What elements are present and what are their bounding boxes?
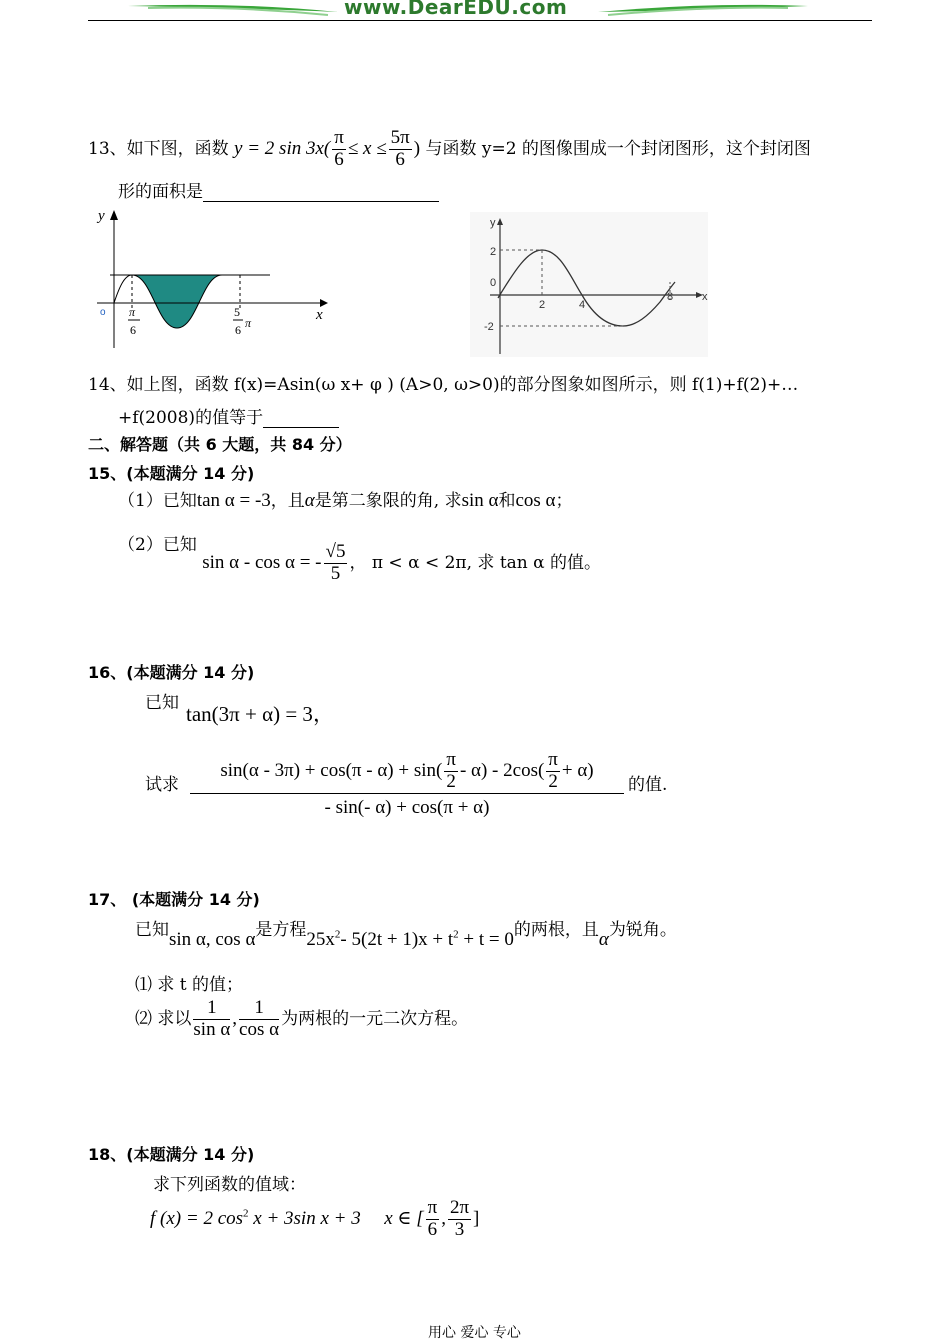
q17-c: 的两根，且: [513, 920, 599, 940]
q15-p1-b: ，且: [270, 491, 305, 511]
frac-den: 6: [395, 148, 405, 170]
q13-frac-pi6: [332, 128, 346, 171]
q17-eq-b: - 5(2t + 1)x + t: [340, 929, 454, 950]
q16-cond-math: tan(3π + α) = 3: [186, 702, 313, 726]
q14-line1: 14、如上图，函数 f(x)=Asin(ω x+ φ ) (A>0, ω>0)的部分图象如图所示，则 f(1)+f(2)+…: [88, 375, 799, 395]
q14-figure: [470, 212, 708, 357]
q16-ask: 试求: [145, 775, 179, 795]
q18-ask: 求下列函数的值域：: [153, 1175, 306, 1195]
fig2-ytick-2: 2: [490, 246, 497, 258]
shaded-region: [132, 275, 222, 328]
q15-p1-end: ；: [555, 491, 573, 511]
q17-p2-b: 为两根的一元二次方程。: [281, 1008, 469, 1029]
fig2-xtick-2: 2: [539, 299, 546, 311]
q16-given-label: 已知: [145, 693, 179, 713]
frac-den: 2: [548, 770, 558, 792]
q16-title: 16、(本题满分 14 分): [88, 663, 255, 682]
q15-p2-frac: [324, 542, 348, 585]
logo-swoosh-right-light: [608, 8, 788, 15]
q17-d: 为锐角。: [608, 920, 677, 940]
q17-part1: ⑴ 求 t 的值；: [135, 975, 244, 995]
q13-close: ): [413, 137, 421, 159]
q16-cond-end: ，: [312, 702, 334, 726]
q17-frac2: [239, 998, 279, 1041]
frac-num: π: [334, 127, 344, 148]
frac-den: sin α: [193, 1018, 231, 1040]
q17-alpha: α: [598, 929, 609, 950]
q16-given: [145, 688, 179, 713]
q13-line2: [118, 177, 439, 202]
q13-le: ≤ x ≤: [347, 137, 387, 159]
q18-dcomma: ,: [441, 1207, 446, 1229]
frac-den: 3: [454, 1218, 465, 1240]
fig1-tick1-num: π: [129, 305, 136, 319]
q13-number: 13、如下图，函数: [88, 138, 229, 159]
q16-condition: [186, 698, 334, 728]
frac-den: 2: [446, 770, 456, 792]
frac-num: 2π: [449, 1197, 470, 1218]
x-axis-arrow: [320, 299, 328, 307]
frac-den: 6: [427, 1218, 438, 1240]
frac-num: 1: [239, 998, 279, 1020]
q17-title: 17、 (本题满分 14 分): [88, 890, 260, 909]
sine-start: [114, 275, 132, 303]
q16-num-frac1: [444, 750, 458, 793]
q18-title: 18、(本题满分 14 分): [88, 1145, 255, 1164]
q17-comma: ,: [232, 1007, 238, 1029]
frac-den: 5: [330, 562, 341, 584]
fig1-tick2-pi: π: [245, 316, 252, 330]
q18-dom: x ∈ [: [384, 1207, 424, 1229]
q15-p1-math: tan α = -3: [196, 490, 271, 511]
q13-line1: [88, 128, 811, 171]
fig2-ylabel: y: [490, 217, 496, 229]
q15-p1-cos: cos α: [515, 490, 556, 511]
q15-part1: [118, 486, 573, 512]
q15-p1-c: 是第二象限的角, 求: [314, 491, 462, 511]
q17-equation: [306, 929, 513, 950]
q17-p2-a: ⑵ 求以: [135, 1008, 192, 1029]
q13-func: y = 2 sin 3x(: [234, 137, 331, 159]
q17-b: 是方程: [255, 920, 307, 940]
q18-frac2: [448, 1198, 471, 1241]
q17-eq-c: + t = 0: [458, 929, 514, 950]
q15-p1-and: 和: [498, 491, 516, 511]
section-title: 二、解答题（共 6 大题，共 84 分）: [88, 435, 352, 454]
footer-text: 用心 爱心 专心: [428, 1325, 521, 1341]
q16-num-c: + α): [561, 759, 594, 781]
q15-title: 15、(本题满分 14 分): [88, 464, 255, 483]
q17-frac1: [193, 998, 230, 1041]
frac-num: 1: [193, 998, 230, 1020]
q16-numerator: [190, 750, 624, 793]
q13-figure: [92, 200, 332, 350]
q15-part2: [118, 530, 602, 584]
fig1-origin: o: [100, 307, 106, 318]
q13-line2-text: 形的面积是: [118, 182, 203, 202]
fig2-ytick-0: 0: [490, 277, 497, 289]
frac-num: π: [427, 1197, 438, 1218]
fig2-ytick-neg2: -2: [484, 321, 494, 333]
q18-function: [150, 1198, 479, 1241]
frac-den: 6: [334, 148, 344, 170]
q15-p2-b: ， π < α < 2π, 求 tan α 的值。: [349, 552, 602, 573]
q17-part2: [135, 998, 468, 1041]
q18-f-b: x + 3sin x + 3: [248, 1207, 361, 1229]
q16-denominator: - sin(- α) + cos(π + α): [324, 797, 490, 818]
q15-p1-sin: sin α: [461, 490, 499, 511]
fig1-xlabel: x: [316, 307, 323, 323]
q17-eq-a: 25x: [306, 929, 335, 950]
q17-eq-sup: 2: [334, 928, 341, 941]
q14-answer-blank[interactable]: [263, 409, 339, 428]
q16-num-a: sin(α - 3π) + cos(π - α) + sin(: [220, 759, 443, 781]
q17-a: 已知: [135, 920, 169, 940]
q14-line2-text: +f(2008)的值等于: [118, 408, 264, 428]
q16-tail: 的值.: [628, 775, 668, 795]
fig1-ylabel: y: [98, 208, 105, 224]
q17-m1: sin α, cos α: [169, 929, 256, 950]
fig1-tick2-den: 6: [235, 323, 241, 337]
logo-swoosh-left-light: [148, 8, 328, 15]
frac-den: cos α: [239, 1018, 280, 1040]
fig1-tick1-den: 6: [130, 323, 136, 337]
fig2-xtick-8: 8: [667, 291, 674, 303]
frac-num: √5: [325, 541, 346, 562]
q15-p1-alpha: α: [304, 490, 315, 511]
fig2-xtick-4: 4: [579, 299, 586, 311]
y-axis-arrow: [110, 210, 118, 220]
q15-p1-a: （1）已知: [118, 491, 197, 511]
q18-f-sup: 2: [243, 1207, 249, 1220]
q13-rest: 与函数 y=2 的图像围成一个封闭图形，这个封闭图: [425, 138, 811, 159]
q17-eq-sup2: 2: [453, 928, 459, 941]
q13-frac-5pi6: [389, 128, 412, 171]
fig1-tick2-coef: 5: [234, 305, 240, 319]
q18-f-a: f (x) = 2 cos: [150, 1207, 244, 1229]
q17-line1: [135, 915, 677, 950]
q18-dclose: ]: [473, 1207, 480, 1229]
q16-num-b: - α) - 2cos(: [459, 759, 545, 781]
q15-p2-a: （2）已知: [118, 535, 197, 555]
q14-line2: [118, 403, 339, 428]
frac-num: π: [446, 749, 456, 770]
fig2-xlabel: x: [702, 291, 708, 303]
frac-num: 5π: [390, 127, 410, 148]
q16-num-frac2: [546, 750, 560, 793]
q15-p2-math: sin α - cos α = -: [202, 552, 322, 574]
q16-fraction-bar: [190, 793, 624, 794]
site-name[interactable]: www.DearEDU.com: [344, 0, 568, 19]
frac-num: π: [548, 749, 558, 770]
q18-frac1: [426, 1198, 440, 1241]
